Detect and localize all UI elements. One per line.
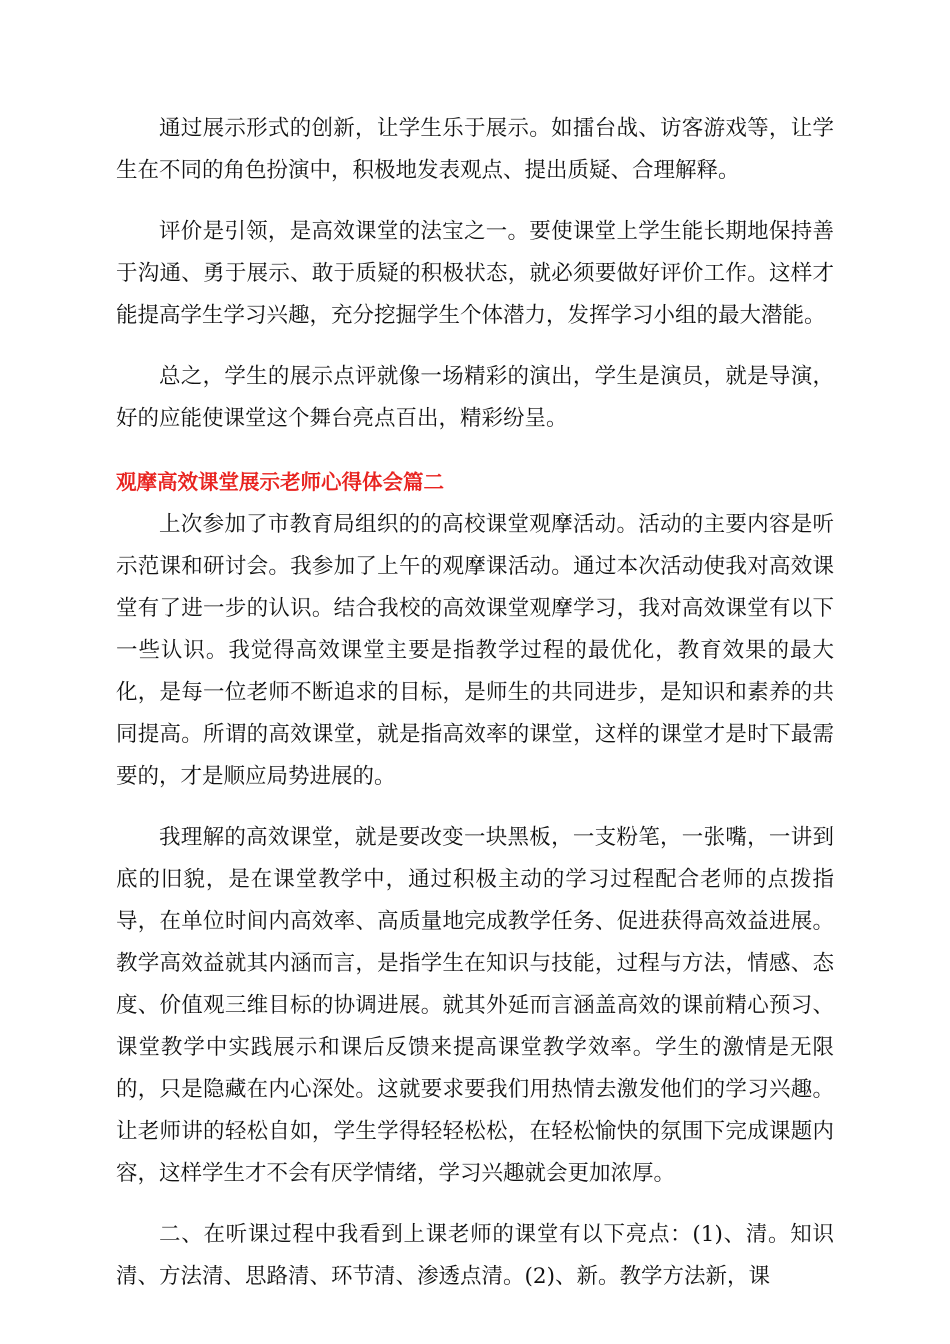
paragraph-conclusion: 总之，学生的展示点评就像一场精彩的演出，学生是演员，就是导演，好的应能使课堂这个舞台亮点百出，精彩纷呈。 — [116, 364, 834, 431]
paragraph-evaluation: 评价是引领，是高效课堂的法宝之一。要使课堂上学生能长期地保持善于沟通、勇于展示、敢于质疑的积极状态，就必须要做好评价工作。这样才能提高学生学习兴趣，充分挖掘学生个体潜力，发挥学习小组的最大潜能。 — [116, 219, 834, 328]
paragraph-highlights: 二、在听课过程中我看到上课老师的课堂有以下亮点：(1)、清。知识清、方法清、思路清、环节清、渗透点清。(2)、新。教学方法新，课 — [116, 1222, 834, 1289]
paragraph-understanding: 我理解的高效课堂，就是要改变一块黑板，一支粉笔，一张嘴，一讲到底的旧貌，是在课堂教学中，通过积极主动的学习过程配合老师的点拨指导，在单位时间内高效率、高质量地完成教学任务、促进获得高效益进展。教学高效益就其内涵而言，是指学生在知识与技能，过程与方法，情感、态度、价值观三维目标的协调进展。就其外延而言涵盖高效的课前精心预习、课堂教学中实践展示和课后反馈来提高课堂教学效率。学生的激情是无限的，只是隐藏在内心深处。这就要求要我们用热情去激发他们的学习兴趣。让老师讲的轻松自如，学生学得轻轻松松，在轻松愉快的氛围下完成课题内容，这样学生才不会有厌学情绪，学习兴趣就会更加浓厚。 — [116, 825, 834, 1186]
document-body — [116, 108, 834, 1298]
paragraph-observation-activity: 上次参加了市教育局组织的的高校课堂观摩活动。活动的主要内容是听示范课和研讨会。我参加了上午的观摩课活动。通过本次活动使我对高效课堂有了进一步的认识。结合我校的高效课堂观摩学习，我对高效课堂有以下一些认识。我觉得高效课堂主要是指教学过程的最优化，教育效果的最大化，是每一位老师不断追求的目标，是师生的共同进步，是知识和素养的共同提高。所谓的高效课堂，就是指高效率的课堂，这样的课堂才是时下最需要的，才是顺应局势进展的。 — [116, 512, 834, 789]
paragraph-display-innovation: 通过展示形式的创新，让学生乐于展示。如擂台战、访客游戏等，让学生在不同的角色扮演中，积极地发表观点、提出质疑、合理解释。 — [116, 116, 834, 183]
section-heading: 观摩高效课堂展示老师心得体会篇二 — [116, 470, 444, 494]
